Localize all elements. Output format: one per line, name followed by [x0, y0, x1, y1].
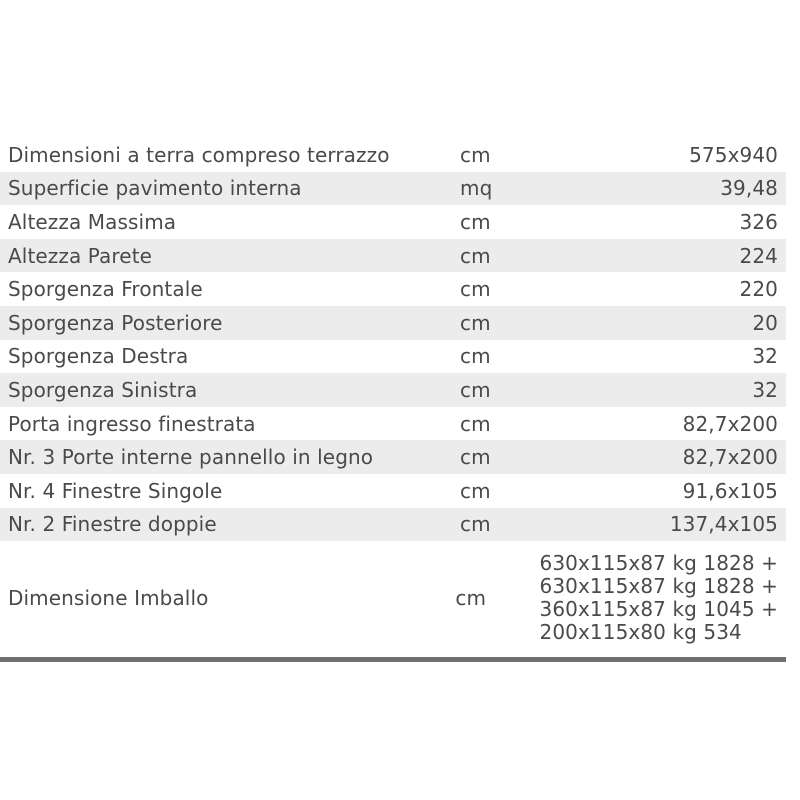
packaging-values	[535, 552, 786, 644]
table-row	[0, 440, 786, 474]
packaging-label: Dimensione Imballo	[8, 585, 209, 610]
packaging-value-line: 630x115x87 kg 1828 +	[539, 550, 778, 575]
row-value: 575x940	[689, 142, 778, 167]
table-row	[0, 373, 786, 407]
row-unit: cm	[460, 512, 491, 537]
row-unit: cm	[460, 243, 491, 268]
packaging-unit: cm	[455, 585, 487, 610]
row-unit: cm	[460, 377, 491, 402]
row-label: Sporgenza Frontale	[8, 277, 203, 302]
row-unit: mq	[460, 176, 493, 201]
row-label: Sporgenza Destra	[8, 344, 189, 369]
table-row	[0, 508, 786, 542]
row-label: Dimensioni a terra compreso terrazzo	[8, 142, 390, 167]
table-row	[0, 272, 786, 306]
row-label: Altezza Massima	[8, 209, 177, 234]
table-row	[0, 306, 786, 340]
row-label: Sporgenza Posteriore	[8, 310, 223, 335]
row-label: Nr. 2 Finestre doppie	[8, 512, 217, 537]
row-value: 91,6x105	[682, 478, 778, 503]
row-value: 137,4x105	[669, 512, 778, 537]
table-row	[0, 205, 786, 239]
spec-table	[0, 138, 786, 662]
row-value: 82,7x200	[682, 445, 778, 470]
row-unit: cm	[460, 411, 491, 436]
row-value: 224	[739, 243, 778, 268]
row-unit: cm	[460, 445, 491, 470]
row-value: 82,7x200	[682, 411, 778, 436]
row-value: 32	[752, 344, 778, 369]
table-row	[0, 172, 786, 206]
row-unit: cm	[460, 478, 491, 503]
row-unit: cm	[460, 310, 491, 335]
row-value: 32	[752, 377, 778, 402]
bottom-divider	[0, 657, 786, 662]
row-unit: cm	[460, 277, 491, 302]
row-unit: cm	[460, 209, 491, 234]
row-unit: cm	[460, 142, 491, 167]
table-row	[0, 138, 786, 172]
row-label: Nr. 3 Porte interne pannello in legno	[8, 445, 374, 470]
table-row	[0, 239, 786, 273]
packaging-value-line: 360x115x87 kg 1045 +	[539, 596, 778, 621]
row-value: 220	[739, 277, 778, 302]
row-value: 39,48	[720, 176, 778, 201]
packaging-value-line: 200x115x80 kg 534	[539, 619, 742, 644]
row-label: Altezza Parete	[8, 243, 153, 268]
row-value: 20	[752, 310, 778, 335]
row-label: Superficie pavimento interna	[8, 176, 302, 201]
packaging-row	[0, 541, 786, 654]
row-label: Sporgenza Sinistra	[8, 377, 198, 402]
row-label: Porta ingresso finestrata	[8, 411, 256, 436]
table-row	[0, 340, 786, 374]
packaging-value-line: 630x115x87 kg 1828 +	[539, 573, 778, 598]
table-row	[0, 407, 786, 441]
table-row	[0, 474, 786, 508]
row-label: Nr. 4 Finestre Singole	[8, 478, 223, 503]
row-unit: cm	[460, 344, 491, 369]
row-value: 326	[739, 209, 778, 234]
